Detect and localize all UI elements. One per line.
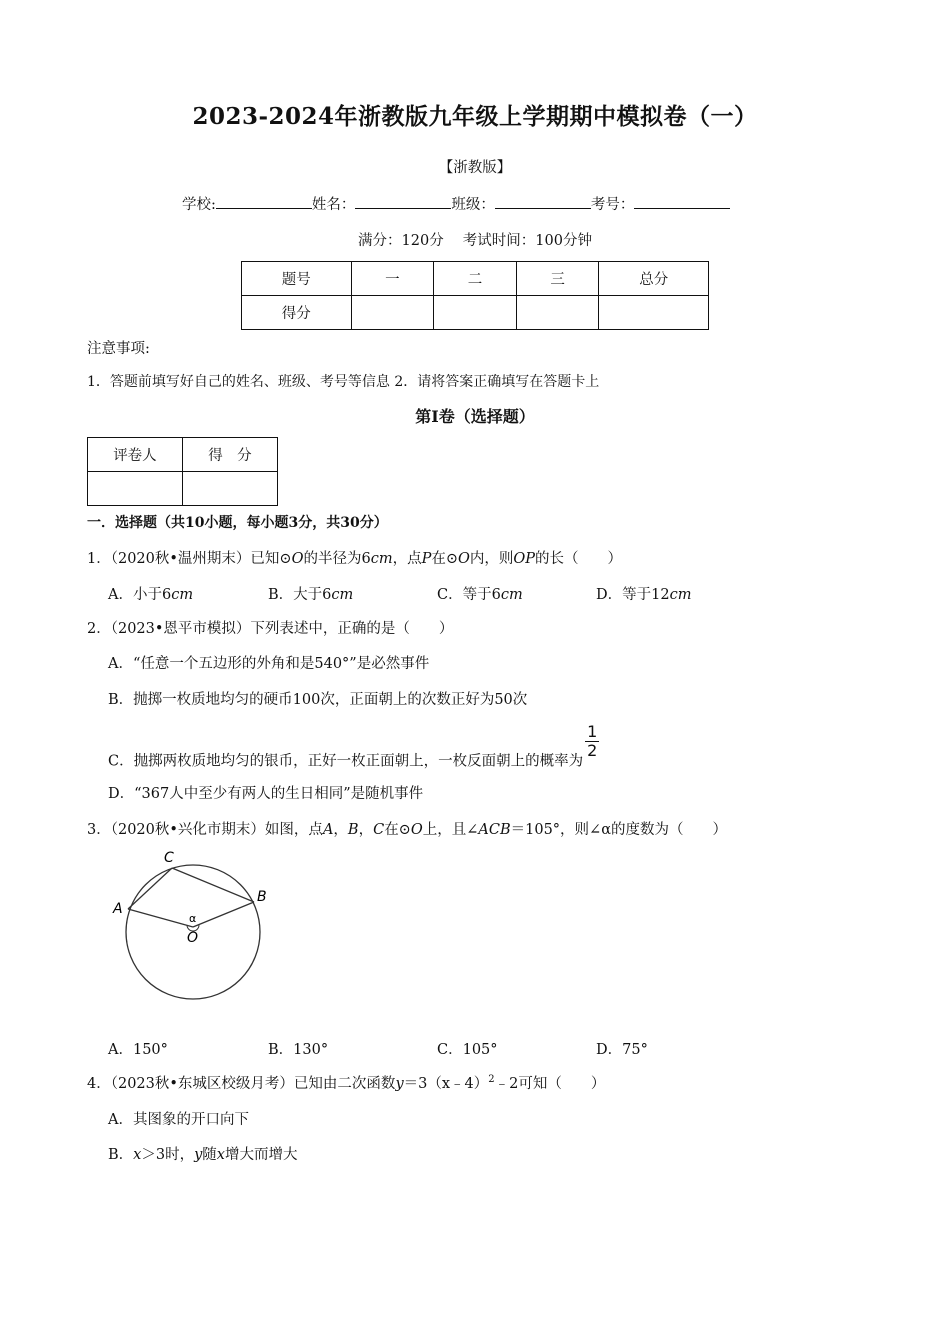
exam-info: 满分：120分 考试时间：100分钟 [358,233,592,249]
q2-option-a[interactable]: A．“任意一个五边形的外角和是540°”是必然事件 [108,656,430,672]
q1-option-a[interactable]: A．小于6cm [108,587,194,603]
label-alpha: α [189,912,197,925]
label-c: C [164,850,174,866]
q3-option-a[interactable]: A．150° [108,1042,168,1058]
school-label: 学校: [182,197,216,213]
exam-no-blank[interactable] [634,194,730,209]
q1-option-d[interactable]: D．等于12cm [596,587,692,603]
q4-stem: 4．（2023秋•东城区校级月考）已知由二次函数y＝3（x﹣4）$^2$﹣2可知（ ） [87,1074,606,1092]
score-input-cell[interactable] [516,296,599,330]
q3-option-b[interactable]: B．130° [268,1042,329,1058]
score-cell: 得分 [242,296,352,330]
score-cell: 题号 [242,262,352,296]
segment-cb [172,868,254,902]
school-blank[interactable] [216,194,312,209]
q4-option-b[interactable]: B．x＞3时，y随x增大而增大 [108,1147,298,1163]
score-cell: 二 [434,262,517,296]
q3-stem: 3．（2020秋•兴化市期末）如图，点A，B，C在⊙O上，且∠ACB＝105°，则∠α的度数为（ ） [87,822,727,838]
q2-option-c[interactable]: C．抛掷两枚质地均匀的银币，正好一枚正面朝上，一枚反面朝上的概率为 $\frac{1}{2}$ [108,722,598,770]
score-input-cell[interactable] [351,296,434,330]
segment-bo [193,902,254,927]
section-title: 第Ⅰ卷（选择题） [415,407,535,426]
q1-option-c[interactable]: C．等于6cm [437,587,523,603]
edition-label: 【浙教版】 [438,160,512,176]
score-cell: 一 [351,262,434,296]
score-table-score-row [242,296,709,330]
info-fields-row [182,193,730,214]
score-cell: 三 [516,262,599,296]
grader-table [87,437,278,506]
q4-option-a[interactable]: A．其图象的开口向下 [108,1112,249,1128]
page-title: 2023-2024年浙教版九年级上学期期中模拟卷（一） [192,103,758,130]
score-input-cell[interactable] [599,296,709,330]
notes-heading: 注意事项: [87,341,150,357]
segment-ao [128,909,193,927]
label-b: B [257,889,267,905]
grader-cell: 得 分 [182,438,277,472]
q1-option-b[interactable]: B．大于6cm [268,587,354,603]
class-blank[interactable] [495,194,591,209]
score-cell: 总分 [599,262,709,296]
q2-option-d[interactable]: D．“367人中至少有两人的生日相同”是随机事件 [108,786,424,802]
section-heading: 一．选择题（共10小题，每小题3分，共30分） [87,515,388,531]
class-label: 班级： [451,197,495,213]
name-label: 姓名： [311,197,356,213]
q2-stem: 2．（2023•恩平市模拟）下列表述中，正确的是（ ） [87,621,454,637]
fraction-one-half: $\frac{1}{2}$ [587,722,598,760]
label-o: O [187,930,199,946]
grader-input-cell[interactable] [88,472,183,506]
score-table-header-row [242,262,709,296]
notes-text: 1．答题前填写好自己的姓名、班级、考号等信息 2．请将答案正确填写在答题卡上 [87,374,600,390]
q1-stem: 1．（2020秋•温州期末）已知⊙O的半径为6cm，点P在⊙O内，则OP的长（ ） [87,551,623,567]
grader-cell: 评卷人 [88,438,183,472]
exam-no-label: 考号： [590,197,635,213]
segment-ac [128,868,172,909]
q2-option-b[interactable]: B．抛掷一枚质地均匀的硬币100次，正面朝上的次数正好为50次 [108,692,528,708]
grader-input-cell[interactable] [182,472,277,506]
q3-option-c[interactable]: C．105° [437,1042,498,1058]
score-input-cell[interactable] [434,296,517,330]
q3-option-d[interactable]: D．75° [596,1042,648,1058]
label-a: A [113,901,123,917]
q3-circle-figure [105,845,275,1005]
name-blank[interactable] [355,194,451,209]
score-table [241,261,709,330]
